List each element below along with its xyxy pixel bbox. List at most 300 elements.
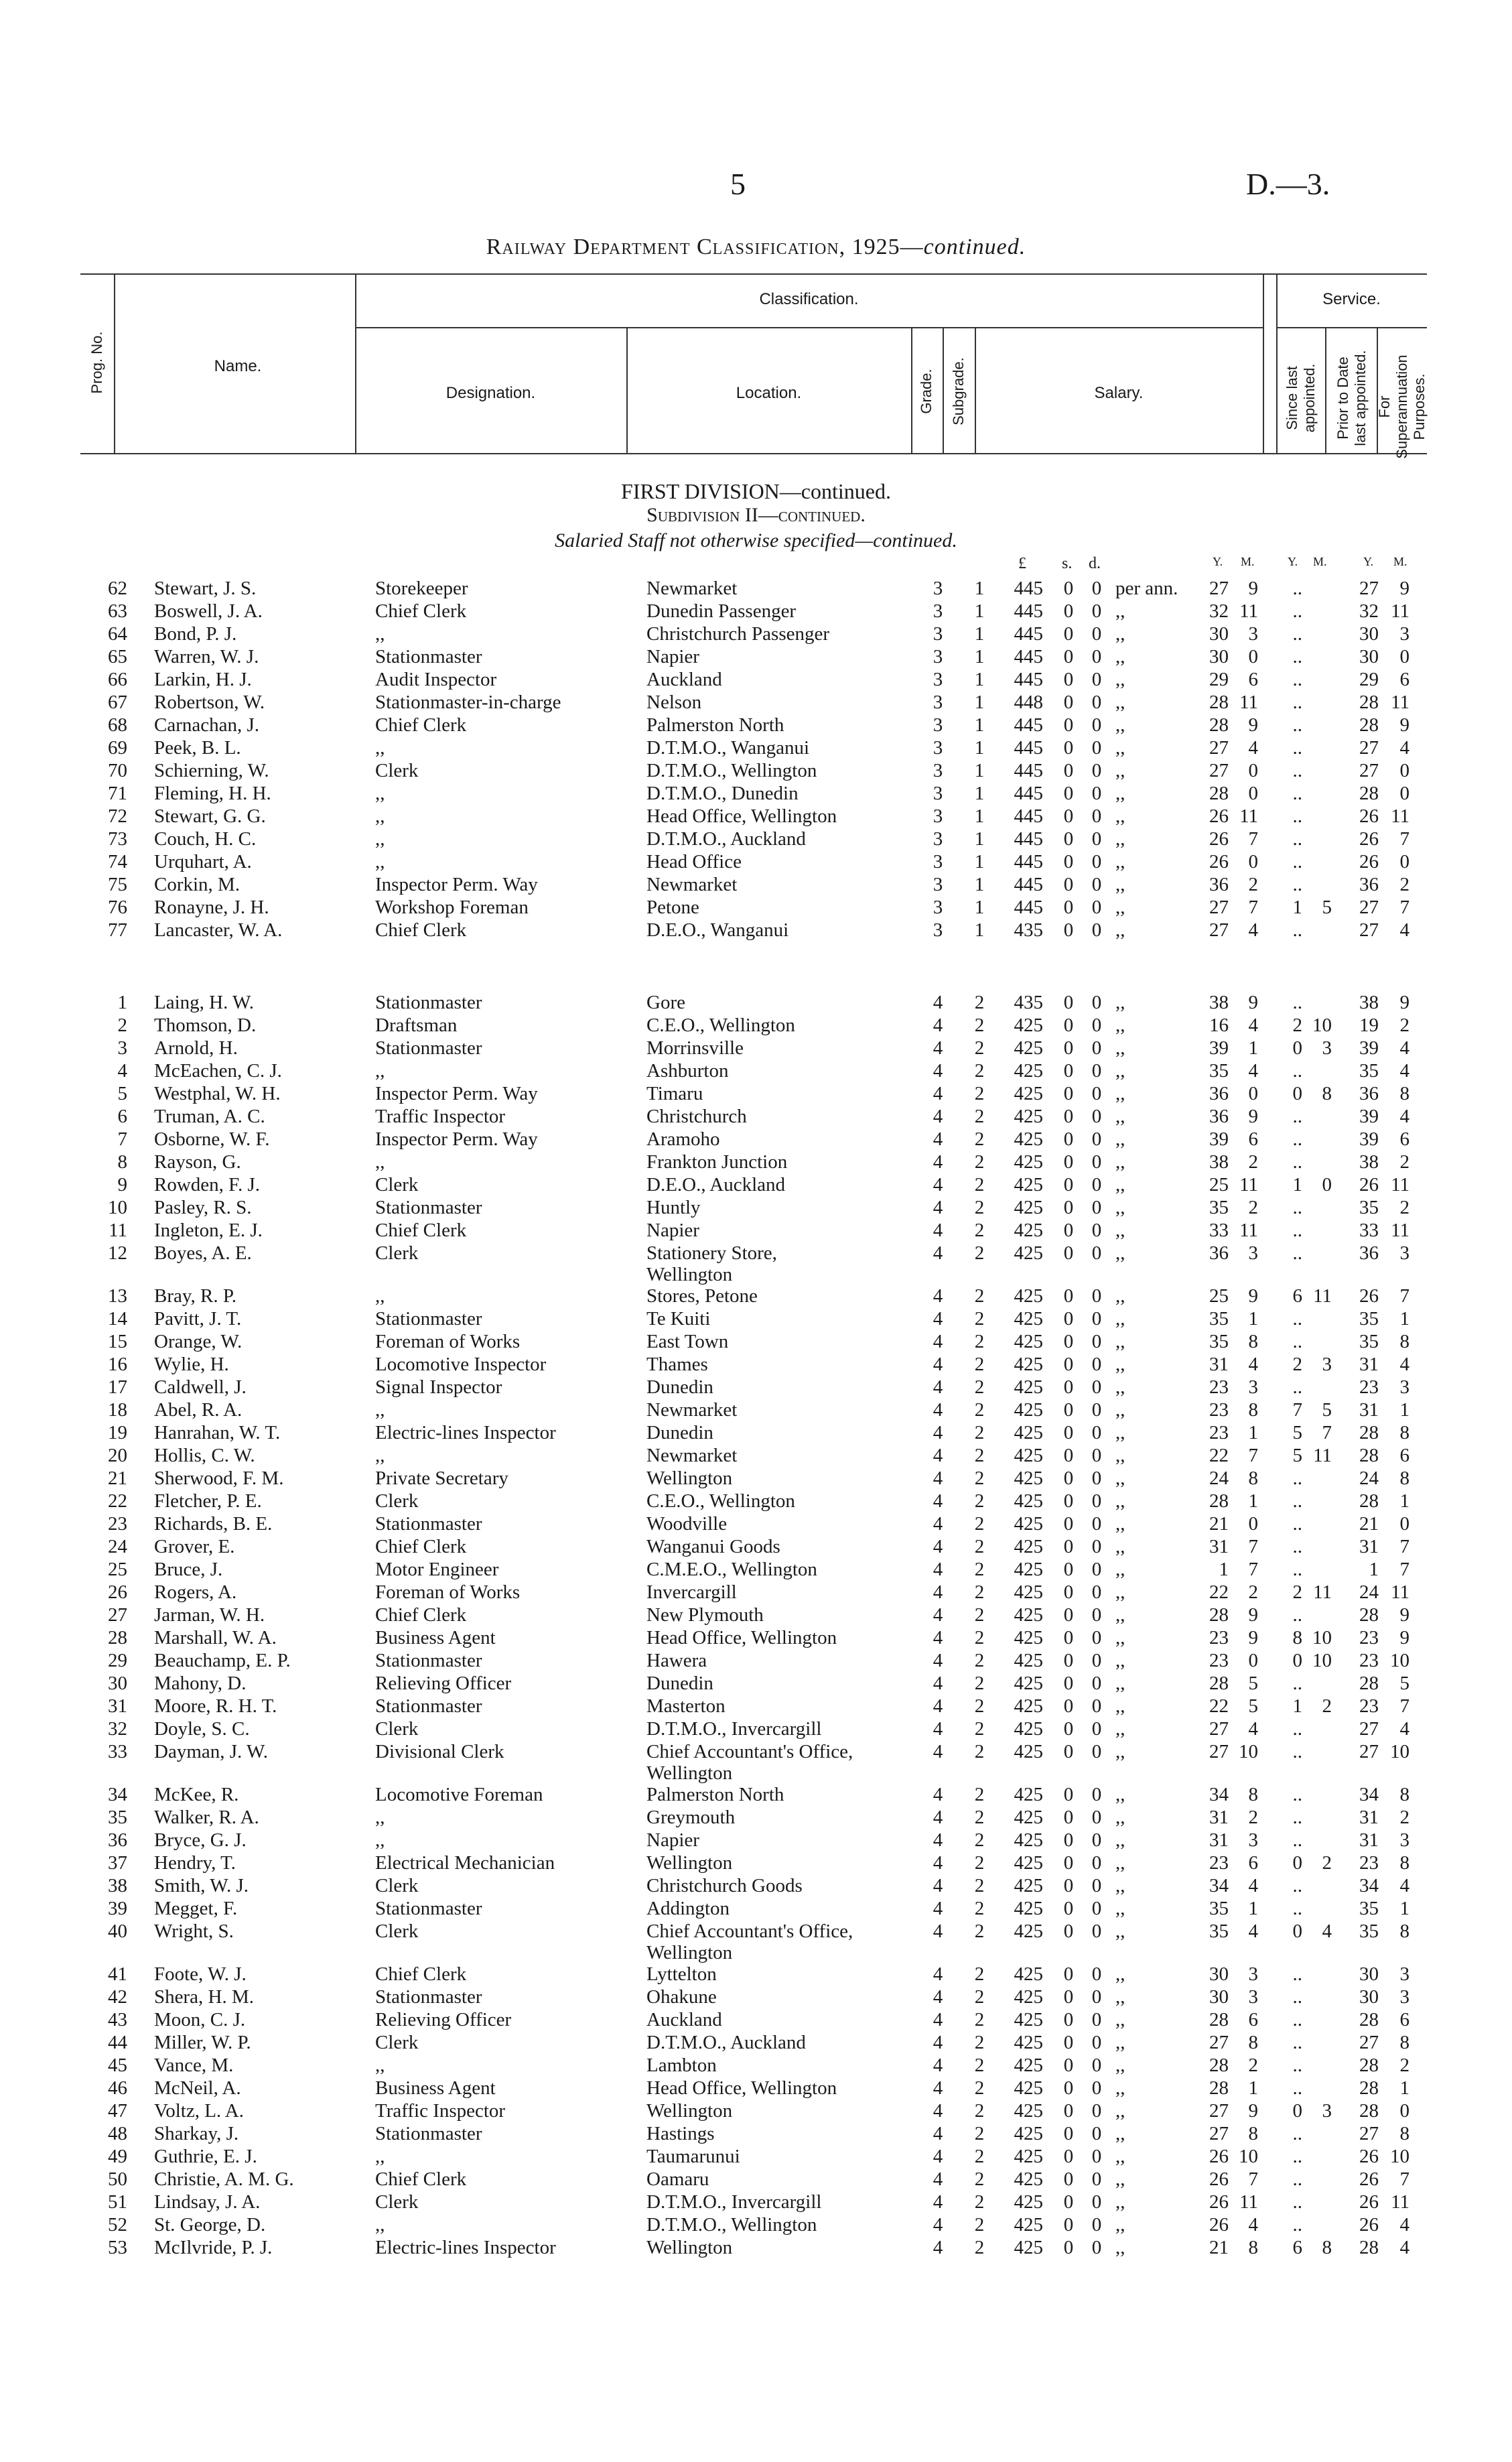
cell-name: Hendry, T. xyxy=(154,1852,236,1874)
table-row xyxy=(0,669,1512,692)
cell-sy: 21 xyxy=(1209,1513,1229,1535)
cell-fm: 3 xyxy=(1399,1963,1410,1985)
table-row xyxy=(0,1963,1512,1986)
cell-sub: 2 xyxy=(974,2123,985,2144)
cell-s: 0 xyxy=(1063,692,1074,713)
cell-s: 0 xyxy=(1063,2168,1074,2190)
table-row xyxy=(0,1741,1512,1784)
cell-fy: 36 xyxy=(1359,874,1379,895)
cell-sal: 425 xyxy=(1014,1083,1043,1104)
cell-d: 0 xyxy=(1091,2123,1102,2144)
cell-d: 0 xyxy=(1091,1422,1102,1443)
cell-d: 0 xyxy=(1091,1468,1102,1489)
cell-des: ,, xyxy=(375,1445,385,1466)
cell-sy: 27 xyxy=(1209,1741,1229,1762)
table-row xyxy=(0,760,1512,783)
cell-fy: 28 xyxy=(1359,692,1379,713)
cell-sal: 445 xyxy=(1014,578,1043,599)
cell-sub: 2 xyxy=(974,2100,985,2122)
cell-fy: 28 xyxy=(1359,1490,1379,1512)
cell-gr: 4 xyxy=(933,1784,943,1805)
cell-sub: 2 xyxy=(974,1083,985,1104)
cell-no: 73 xyxy=(108,828,127,850)
cell-fy: 31 xyxy=(1359,1536,1379,1557)
table-row xyxy=(0,1445,1512,1468)
cell-des: Clerk xyxy=(375,1875,419,1896)
cell-sy: 23 xyxy=(1209,1852,1229,1874)
cell-d: 0 xyxy=(1091,1399,1102,1421)
table-row xyxy=(0,737,1512,760)
table-row xyxy=(0,1718,1512,1741)
cell-fy: 34 xyxy=(1359,1875,1379,1896)
table-row xyxy=(0,874,1512,897)
cell-s: 0 xyxy=(1063,1784,1074,1805)
cell-des: ,, xyxy=(375,805,385,827)
cell-s: 0 xyxy=(1063,1581,1074,1603)
cell-name: Orange, W. xyxy=(154,1331,243,1352)
cell-d: 0 xyxy=(1091,623,1102,645)
cell-des: Chief Clerk xyxy=(375,2168,467,2190)
cell-d: 0 xyxy=(1091,646,1102,667)
cell-fy: 26 xyxy=(1359,1285,1379,1307)
cell-name: Dayman, J. W. xyxy=(154,1741,268,1762)
cell-py: .. xyxy=(1292,2168,1302,2190)
cell-sy: 31 xyxy=(1209,1354,1229,1375)
cell-sy: 26 xyxy=(1209,2146,1229,2167)
unit-since-years: Y. xyxy=(1213,555,1223,568)
cell-fm: 4 xyxy=(1399,1718,1410,1740)
cell-s: 0 xyxy=(1063,1807,1074,1828)
cell-sub: 2 xyxy=(974,1197,985,1218)
cell-py: 6 xyxy=(1292,2237,1302,2258)
cell-py: 0 xyxy=(1292,1921,1302,1942)
cell-sm: 9 xyxy=(1248,1106,1258,1127)
cell-per: ,, xyxy=(1115,646,1125,667)
cell-fm: 7 xyxy=(1399,1695,1410,1717)
cell-sal: 425 xyxy=(1014,1807,1043,1828)
cell-loc: D.E.O., Auckland xyxy=(646,1174,785,1195)
cell-per: ,, xyxy=(1115,1128,1125,1150)
cell-s: 0 xyxy=(1063,1242,1074,1264)
cell-sub: 1 xyxy=(974,805,985,827)
cell-fm: 3 xyxy=(1399,623,1410,645)
unit-prior-years: Y. xyxy=(1288,555,1298,568)
cell-fy: 29 xyxy=(1359,669,1379,690)
cell-loc: Newmarket xyxy=(646,1399,738,1421)
cell-name: Doyle, S. C. xyxy=(154,1718,250,1740)
title-main: Railway Department Classification, 1925— xyxy=(486,235,924,259)
cell-pm: 2 xyxy=(1322,1852,1332,1874)
cell-loc: Stationery Store, Wellington xyxy=(646,1242,777,1285)
cell-sy: 27 xyxy=(1209,897,1229,918)
cell-loc: Masterton xyxy=(646,1695,726,1717)
cell-loc: D.T.M.O., Invercargill xyxy=(646,2191,822,2213)
cell-name: Pavitt, J. T. xyxy=(154,1308,242,1330)
cell-name: Bond, P. J. xyxy=(154,623,237,645)
cell-sal: 425 xyxy=(1014,1220,1043,1241)
cell-fm: 6 xyxy=(1399,669,1410,690)
cell-fy: 28 xyxy=(1359,714,1379,736)
table-row xyxy=(0,1875,1512,1898)
cell-loc: Huntly xyxy=(646,1197,701,1218)
cell-py: .. xyxy=(1292,2055,1302,2076)
cell-sy: 35 xyxy=(1209,1197,1229,1218)
header-grade: Grade. xyxy=(918,369,935,414)
cell-d: 0 xyxy=(1091,1445,1102,1466)
cell-sm: 4 xyxy=(1248,1060,1258,1082)
cell-fm: 1 xyxy=(1399,1490,1410,1512)
cell-sm: 8 xyxy=(1248,1784,1258,1805)
cell-s: 0 xyxy=(1063,737,1074,759)
cell-fy: 35 xyxy=(1359,1308,1379,1330)
cell-sub: 2 xyxy=(974,1875,985,1896)
cell-name: Ronayne, J. H. xyxy=(154,897,269,918)
cell-loc: Thames xyxy=(646,1354,708,1375)
cell-fy: 24 xyxy=(1359,1581,1379,1603)
cell-per: ,, xyxy=(1115,1285,1125,1307)
cell-no: 77 xyxy=(108,919,127,941)
cell-fm: 9 xyxy=(1399,714,1410,736)
cell-sub: 2 xyxy=(974,992,985,1013)
cell-fy: 28 xyxy=(1359,2237,1379,2258)
cell-per: ,, xyxy=(1115,1445,1125,1466)
cell-no: 11 xyxy=(109,1220,127,1241)
cell-sy: 33 xyxy=(1209,1220,1229,1241)
cell-loc: C.M.E.O., Wellington xyxy=(646,1559,817,1580)
cell-gr: 3 xyxy=(933,646,943,667)
cell-fm: 8 xyxy=(1399,1422,1410,1443)
cell-loc: C.E.O., Wellington xyxy=(646,1015,795,1036)
cell-sy: 28 xyxy=(1209,1490,1229,1512)
cell-sub: 2 xyxy=(974,1986,985,2008)
cell-loc: Head Office, Wellington xyxy=(646,805,837,827)
cell-loc: Aramoho xyxy=(646,1128,720,1150)
cell-fm: 8 xyxy=(1399,1468,1410,1489)
cell-fm: 11 xyxy=(1391,692,1410,713)
cell-gr: 4 xyxy=(933,1106,943,1127)
cell-name: Bryce, G. J. xyxy=(154,1829,247,1851)
cell-fy: 26 xyxy=(1359,851,1379,872)
cell-fm: 8 xyxy=(1399,1921,1410,1942)
cell-per: ,, xyxy=(1115,2077,1125,2099)
cell-name: Richards, B. E. xyxy=(154,1513,273,1535)
cell-s: 0 xyxy=(1063,2100,1074,2122)
cell-d: 0 xyxy=(1091,1015,1102,1036)
cell-s: 0 xyxy=(1063,1083,1074,1104)
cell-sub: 2 xyxy=(974,1060,985,1082)
cell-name: Laing, H. W. xyxy=(154,992,255,1013)
cell-name: Truman, A. C. xyxy=(154,1106,265,1127)
cell-s: 0 xyxy=(1063,669,1074,690)
cell-name: Robertson, W. xyxy=(154,692,265,713)
cell-gr: 4 xyxy=(933,1354,943,1375)
cell-sm: 7 xyxy=(1248,897,1258,918)
cell-per: ,, xyxy=(1115,714,1125,736)
cell-sal: 425 xyxy=(1014,2214,1043,2236)
cell-sub: 2 xyxy=(974,1673,985,1694)
cell-sal: 435 xyxy=(1014,992,1043,1013)
cell-per: ,, xyxy=(1115,1376,1125,1398)
table-row xyxy=(0,1513,1512,1536)
table-row xyxy=(0,1015,1512,1037)
cell-gr: 4 xyxy=(933,1673,943,1694)
cell-fy: 36 xyxy=(1359,1083,1379,1104)
cell-des: Stationmaster xyxy=(375,1898,482,1919)
cell-s: 0 xyxy=(1063,1399,1074,1421)
cell-name: Moon, C. J. xyxy=(154,2009,246,2030)
cell-loc: Newmarket xyxy=(646,874,738,895)
cell-d: 0 xyxy=(1091,2055,1102,2076)
cell-fy: 19 xyxy=(1359,1015,1379,1036)
cell-name: Fleming, H. H. xyxy=(154,783,271,804)
cell-fm: 3 xyxy=(1399,1376,1410,1398)
cell-py: .. xyxy=(1292,1308,1302,1330)
cell-fm: 7 xyxy=(1399,1559,1410,1580)
cell-sm: 9 xyxy=(1248,1285,1258,1307)
cell-s: 0 xyxy=(1063,1445,1074,1466)
table-row xyxy=(0,2032,1512,2055)
cell-d: 0 xyxy=(1091,2100,1102,2122)
cell-gr: 4 xyxy=(933,1559,943,1580)
cell-no: 41 xyxy=(108,1963,127,1985)
cell-sub: 2 xyxy=(974,1718,985,1740)
cell-sal: 425 xyxy=(1014,1559,1043,1580)
table-row xyxy=(0,1422,1512,1445)
cell-sal: 425 xyxy=(1014,1650,1043,1671)
cell-sal: 425 xyxy=(1014,1963,1043,1985)
cell-des: Traffic Inspector xyxy=(375,1106,506,1127)
cell-no: 36 xyxy=(108,1829,127,1851)
cell-des: Chief Clerk xyxy=(375,714,467,736)
cell-sy: 38 xyxy=(1209,992,1229,1013)
cell-d: 0 xyxy=(1091,760,1102,781)
cell-name: McNeil, A. xyxy=(154,2077,241,2099)
cell-per: ,, xyxy=(1115,1829,1125,1851)
cell-fy: 28 xyxy=(1359,783,1379,804)
cell-loc: Oamaru xyxy=(646,2168,709,2190)
cell-sub: 2 xyxy=(974,1807,985,1828)
cell-sy: 35 xyxy=(1209,1921,1229,1942)
cell-fy: 35 xyxy=(1359,1331,1379,1352)
cell-fy: 27 xyxy=(1359,760,1379,781)
cell-sal: 425 xyxy=(1014,1015,1043,1036)
cell-s: 0 xyxy=(1063,1354,1074,1375)
cell-py: 2 xyxy=(1292,1015,1302,1036)
cell-des: ,, xyxy=(375,1151,385,1173)
cell-loc: Palmerston North xyxy=(646,1784,784,1805)
cell-s: 0 xyxy=(1063,1220,1074,1241)
cell-per: ,, xyxy=(1115,1963,1125,1985)
cell-sal: 425 xyxy=(1014,1151,1043,1173)
cell-per: ,, xyxy=(1115,874,1125,895)
cell-py: .. xyxy=(1292,828,1302,850)
cell-fy: 23 xyxy=(1359,1650,1379,1671)
cell-fy: 27 xyxy=(1359,2123,1379,2144)
cell-fy: 30 xyxy=(1359,1963,1379,1985)
cell-sy: 30 xyxy=(1209,646,1229,667)
cell-fm: 3 xyxy=(1399,1986,1410,2008)
cell-fm: 0 xyxy=(1399,646,1410,667)
cell-sm: 10 xyxy=(1239,1741,1258,1762)
cell-s: 0 xyxy=(1063,714,1074,736)
cell-per: ,, xyxy=(1115,669,1125,690)
cell-no: 19 xyxy=(108,1422,127,1443)
cell-sub: 1 xyxy=(974,578,985,599)
cell-fy: 28 xyxy=(1359,2009,1379,2030)
cell-no: 14 xyxy=(108,1308,127,1330)
header-location: Location. xyxy=(736,384,802,402)
cell-sy: 22 xyxy=(1209,1445,1229,1466)
table-row xyxy=(0,1128,1512,1151)
cell-sal: 425 xyxy=(1014,1784,1043,1805)
cell-s: 0 xyxy=(1063,1898,1074,1919)
cell-sub: 2 xyxy=(974,2214,985,2236)
cell-sm: 7 xyxy=(1248,828,1258,850)
cell-sy: 35 xyxy=(1209,1331,1229,1352)
cell-pm: 5 xyxy=(1322,897,1332,918)
table-row xyxy=(0,692,1512,714)
cell-gr: 4 xyxy=(933,2237,943,2258)
table-row xyxy=(0,1399,1512,1422)
cell-per: ,, xyxy=(1115,2168,1125,2190)
cell-fm: 1 xyxy=(1399,1898,1410,1919)
cell-no: 8 xyxy=(117,1151,127,1173)
cell-sm: 9 xyxy=(1248,578,1258,599)
table-row xyxy=(0,1354,1512,1376)
cell-fm: 9 xyxy=(1399,1604,1410,1626)
cell-name: Christie, A. M. G. xyxy=(154,2168,294,2190)
cell-s: 0 xyxy=(1063,783,1074,804)
cell-sm: 2 xyxy=(1248,874,1258,895)
cell-fm: 7 xyxy=(1399,828,1410,850)
cell-gr: 4 xyxy=(933,1445,943,1466)
cell-sub: 2 xyxy=(974,1331,985,1352)
cell-per: ,, xyxy=(1115,1422,1125,1443)
cell-sub: 1 xyxy=(974,714,985,736)
cell-sm: 6 xyxy=(1248,2009,1258,2030)
cell-per: ,, xyxy=(1115,805,1125,827)
cell-gr: 4 xyxy=(933,1197,943,1218)
cell-per: ,, xyxy=(1115,1536,1125,1557)
cell-no: 69 xyxy=(108,737,127,759)
cell-d: 0 xyxy=(1091,1083,1102,1104)
cell-fy: 36 xyxy=(1359,1242,1379,1264)
cell-gr: 4 xyxy=(933,1898,943,1919)
cell-per: ,, xyxy=(1115,1174,1125,1195)
cell-per: ,, xyxy=(1115,2191,1125,2213)
cell-sal: 425 xyxy=(1014,1718,1043,1740)
cell-name: Lancaster, W. A. xyxy=(154,919,283,941)
cell-s: 0 xyxy=(1063,1986,1074,2008)
cell-no: 48 xyxy=(108,2123,127,2144)
cell-loc: C.E.O., Wellington xyxy=(646,1490,795,1512)
cell-py: .. xyxy=(1292,1559,1302,1580)
cell-d: 0 xyxy=(1091,692,1102,713)
cell-per: ,, xyxy=(1115,1197,1125,1218)
cell-no: 39 xyxy=(108,1898,127,1919)
cell-sy: 26 xyxy=(1209,2191,1229,2213)
page-title xyxy=(0,235,1512,260)
cell-gr: 4 xyxy=(933,1852,943,1874)
cell-sy: 27 xyxy=(1209,760,1229,781)
cell-sub: 2 xyxy=(974,1037,985,1059)
cell-sy: 22 xyxy=(1209,1695,1229,1717)
cell-sm: 4 xyxy=(1248,1921,1258,1942)
unit-pence: d. xyxy=(1089,555,1101,572)
cell-no: 33 xyxy=(108,1741,127,1762)
cell-sal: 425 xyxy=(1014,2055,1043,2076)
cell-sm: 3 xyxy=(1248,1829,1258,1851)
cell-gr: 4 xyxy=(933,1604,943,1626)
cell-sub: 2 xyxy=(974,1128,985,1150)
cell-s: 0 xyxy=(1063,992,1074,1013)
unit-shillings: s. xyxy=(1062,555,1073,572)
table-row xyxy=(0,1650,1512,1673)
cell-s: 0 xyxy=(1063,1852,1074,1874)
cell-loc: Dunedin xyxy=(646,1376,713,1398)
cell-s: 0 xyxy=(1063,1673,1074,1694)
cell-loc: Christchurch Passenger xyxy=(646,623,830,645)
cell-loc: Christchurch Goods xyxy=(646,1875,803,1896)
cell-d: 0 xyxy=(1091,1581,1102,1603)
cell-fm: 2 xyxy=(1399,874,1410,895)
cell-py: .. xyxy=(1292,783,1302,804)
cell-name: Stewart, J. S. xyxy=(154,578,257,599)
cell-s: 0 xyxy=(1063,1308,1074,1330)
cell-per: ,, xyxy=(1115,1581,1125,1603)
cell-d: 0 xyxy=(1091,992,1102,1013)
cell-fy: 32 xyxy=(1359,600,1379,622)
table-row xyxy=(0,992,1512,1015)
cell-py: 2 xyxy=(1292,1354,1302,1375)
cell-des: Clerk xyxy=(375,1490,419,1512)
cell-name: Rowden, F. J. xyxy=(154,1174,260,1195)
cell-fm: 1 xyxy=(1399,1308,1410,1330)
cell-d: 0 xyxy=(1091,1308,1102,1330)
cell-py: 5 xyxy=(1292,1422,1302,1443)
cell-per: ,, xyxy=(1115,828,1125,850)
cell-sub: 2 xyxy=(974,1559,985,1580)
cell-des: Stationmaster xyxy=(375,2123,482,2144)
cell-no: 44 xyxy=(108,2032,127,2053)
cell-sub: 1 xyxy=(974,623,985,645)
cell-sm: 11 xyxy=(1239,2191,1258,2213)
cell-per: ,, xyxy=(1115,2055,1125,2076)
cell-no: 50 xyxy=(108,2168,127,2190)
cell-name: Marshall, W. A. xyxy=(154,1627,277,1648)
cell-sal: 425 xyxy=(1014,2077,1043,2099)
cell-sub: 2 xyxy=(974,1354,985,1375)
cell-sy: 34 xyxy=(1209,1875,1229,1896)
cell-sub: 2 xyxy=(974,1963,985,1985)
cell-no: 26 xyxy=(108,1581,127,1603)
cell-s: 0 xyxy=(1063,2237,1074,2258)
table-row xyxy=(0,646,1512,669)
cell-gr: 4 xyxy=(933,1963,943,1985)
cell-no: 12 xyxy=(108,1242,127,1264)
cell-no: 42 xyxy=(108,1986,127,2008)
cell-sm: 2 xyxy=(1248,2055,1258,2076)
cell-sub: 2 xyxy=(974,2077,985,2099)
cell-loc: Invercargill xyxy=(646,1581,737,1603)
cell-fm: 2 xyxy=(1399,2055,1410,2076)
cell-no: 1 xyxy=(117,992,127,1013)
cell-d: 0 xyxy=(1091,2214,1102,2236)
cell-py: .. xyxy=(1292,1376,1302,1398)
cell-sy: 22 xyxy=(1209,1581,1229,1603)
cell-per: ,, xyxy=(1115,992,1125,1013)
cell-des: Foreman of Works xyxy=(375,1331,521,1352)
